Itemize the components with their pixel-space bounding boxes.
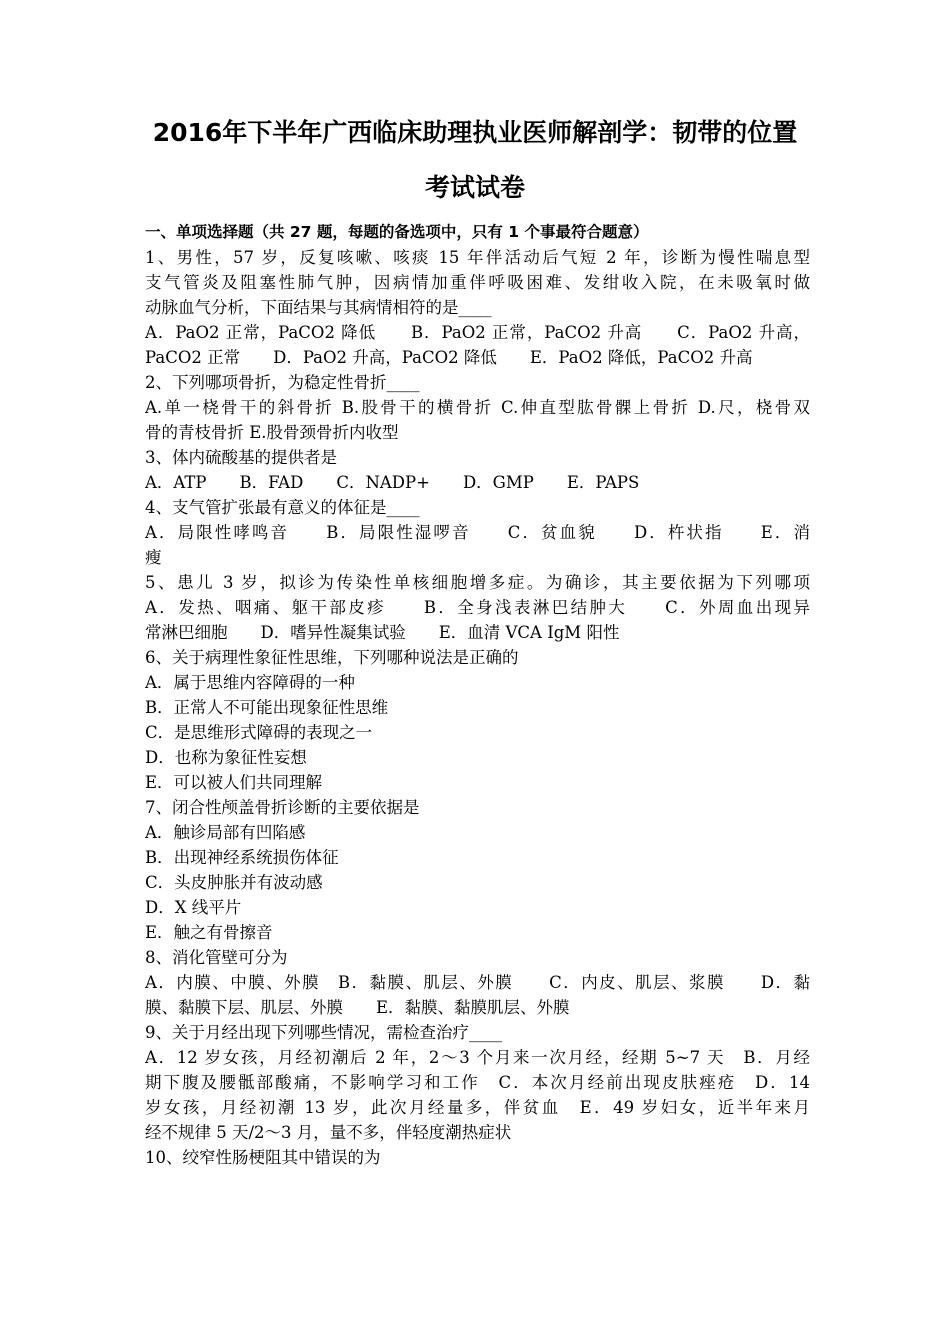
text-line: A．内膜、中膜、外膜 B．黏膜、肌层、外膜 C．内皮、肌层、浆膜 D．黏 [145, 973, 810, 992]
text-line: 常淋巴细胞 D．嗜异性凝集试验 E．血清 VCA IgM 阳性 [145, 623, 620, 642]
text-line: 1、男性，57 岁，反复咳嗽、咳痰 15 年伴活动后气短 2 年，诊断为慢性喘息型 [145, 248, 810, 267]
text-line: 经不规律 5 天/2～3 月，量不多，伴轻度潮热症状 [145, 1123, 512, 1142]
text-line: 膜、黏膜下层、肌层、外膜 E．黏膜、黏膜肌层、外膜 [145, 998, 570, 1017]
document-body [145, 220, 810, 1170]
text-line: 6、关于病理性象征性思维，下列哪种说法是正确的 [145, 648, 519, 667]
text-line: D．也称为象征性妄想 [145, 748, 307, 767]
text-line: A．发热、咽痛、躯干部皮疹 B．全身浅表淋巴结肿大 C．外周血出现异 [145, 598, 810, 617]
text-line: 期下腹及腰骶部酸痛，不影响学习和工作 C．本次月经前出现皮肤痤疮 D．14 [145, 1073, 810, 1092]
text-line: 10、绞窄性肠梗阻其中错误的为 [145, 1148, 381, 1167]
text-line: 9、关于月经出现下列哪些情况，需检查治疗____ [145, 1023, 502, 1042]
document-title-line-1: 2016年下半年广西临床助理执业医师解剖学：韧带的位置 [152, 118, 798, 147]
text-line: 8、消化管壁可分为 [145, 948, 288, 967]
text-line: C．是思维形式障碍的表现之一 [145, 723, 373, 742]
document-title-line-2: 考试试卷 [424, 173, 525, 202]
text-line: D．X 线平片 [145, 898, 242, 917]
text-line: A.单一桡骨干的斜骨折 B.股骨干的横骨折 C.伸直型肱骨髁上骨折 D.尺，桡骨双 [145, 398, 810, 417]
text-line: A．12 岁女孩，月经初潮后 2 年，2～3 个月来一次月经，经期 5~7 天 B．月经 [145, 1048, 810, 1067]
text-line: A．属于思维内容障碍的一种 [145, 673, 355, 692]
text-line: A．局限性哮鸣音 B．局限性湿啰音 C．贫血貌 D．杵状指 E．消 [145, 523, 810, 542]
text-line: A．PaO2 正常，PaCO2 降低 B．PaO2 正常，PaCO2 升高 C．PaO2 升高， [145, 323, 810, 342]
text-line: 7、闭合性颅盖骨折诊断的主要依据是 [145, 798, 420, 817]
text-line: 骨的青枝骨折 E.股骨颈骨折内收型 [145, 423, 399, 442]
text-line: A．ATP B．FAD C．NADP+ D．GMP E．PAPS [145, 473, 640, 492]
text-line: E．触之有骨擦音 [145, 923, 273, 942]
section-header: 一、单项选择题（共 27 题，每题的备选项中，只有 1 个事最符合题意） [145, 223, 649, 241]
text-line: B．出现神经系统损伤体征 [145, 848, 339, 867]
text-line: 3、体内硫酸基的提供者是 [145, 448, 337, 467]
text-line: 2、下列哪项骨折，为稳定性骨折____ [145, 373, 420, 392]
text-line: 瘦 [145, 548, 162, 567]
text-line: E．可以被人们共同理解 [145, 773, 323, 792]
text-line: PaCO2 正常 D．PaO2 升高，PaCO2 降低 E．PaO2 降低，PaCO2 升高 [145, 348, 753, 367]
text-line: C．头皮肿胀并有波动感 [145, 873, 323, 892]
text-line: 4、支气管扩张最有意义的体征是____ [145, 498, 420, 517]
text-line: B．正常人不可能出现象征性思维 [145, 698, 389, 717]
text-line: 动脉血气分析，下面结果与其病情相符的是____ [145, 298, 492, 317]
text-line: 支气管炎及阻塞性肺气肿，因病情加重伴呼吸困难、发绀收入院，在未吸氧时做 [145, 273, 810, 292]
text-line: 岁女孩，月经初潮 13 岁，此次月经量多，伴贫血 E．49 岁妇女，近半年来月 [145, 1098, 810, 1117]
text-line: A．触诊局部有凹陷感 [145, 823, 306, 842]
text-line: 5、患儿 3 岁，拟诊为传染性单核细胞增多症。为确诊，其主要依据为下列哪项 [145, 573, 810, 592]
